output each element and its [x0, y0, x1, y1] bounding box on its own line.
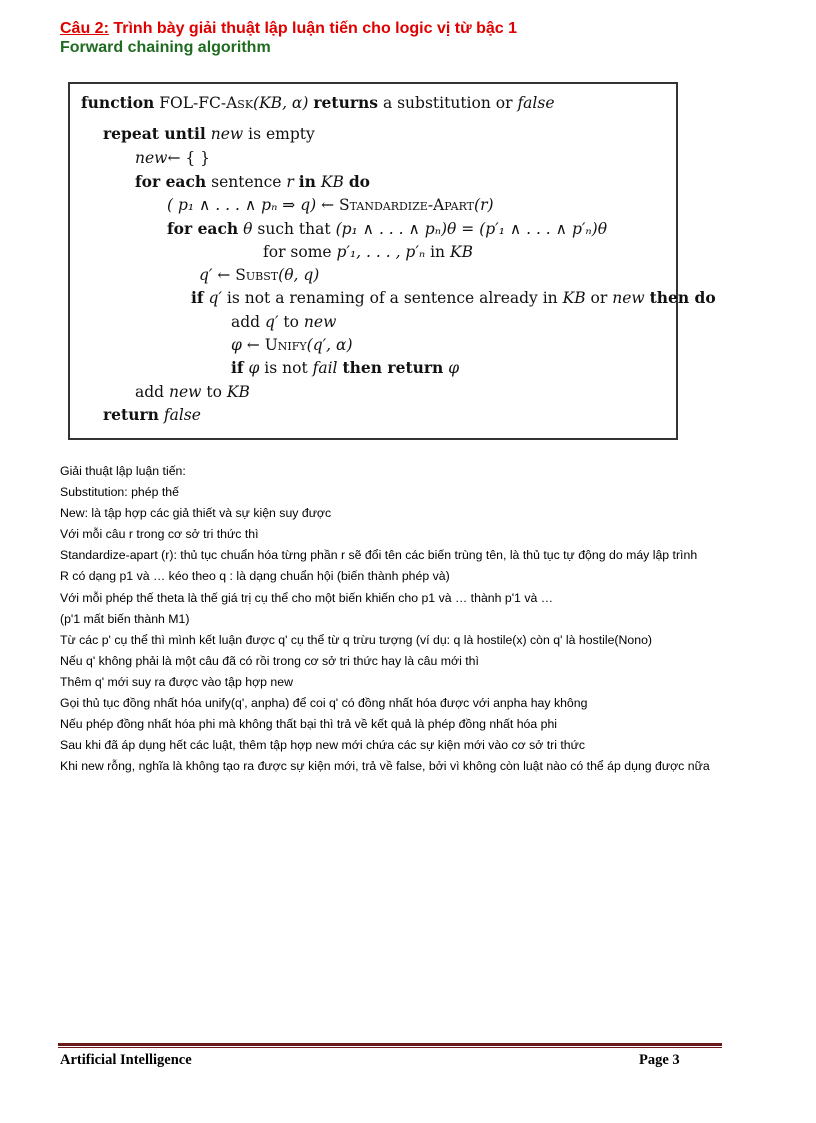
algo-line-1: function FOL-FC-Ask(KB, α) returns a substitution or false — [81, 93, 555, 112]
note-paragraph: Standardize-apart (r): thủ tục chuẩn hóa từng phần r sẽ đổi tên các biến trùng tên, là thủ tục tự động do máy lập trình — [60, 548, 698, 563]
footer-divider-thin — [58, 1047, 722, 1048]
note-paragraph: Từ các p' cụ thể thì mình kết luận được q' cụ thể từ q trừu tượng (ví dụ: q là hostile(x) còn q' là hostile(Nono) — [60, 632, 652, 647]
algo-line-14: return false — [103, 405, 201, 424]
footer-course-title: Artificial Intelligence — [60, 1052, 192, 1068]
algo-line-8: q′ ← Subst(θ, q) — [199, 266, 320, 284]
note-paragraph: Gọi thủ tục đồng nhất hóa unify(q', anpha) để coi q' có đồng nhất hóa được với anpha hay không — [60, 696, 588, 711]
note-paragraph: (p'1 mất biến thành M1) — [60, 611, 190, 626]
question-number: Câu 2: — [60, 20, 109, 37]
algo-line-7: for some p′₁, . . . , p′ₙ in KB — [263, 243, 473, 261]
note-paragraph: New: là tập hợp các giả thiết và sự kiện suy được — [60, 506, 332, 521]
note-paragraph: Khi new rỗng, nghĩa là không tạo ra được sự kiện mới, trả về false, bởi vì không còn luật nào có thể áp dụng được nữa — [60, 759, 710, 774]
note-paragraph: Với mỗi phép thế theta là thế giá trị cụ thể cho một biến khiến cho p1 và … thành p'1 và … — [60, 590, 554, 605]
algo-line-6: for each θ such that (p₁ ∧ . . . ∧ pₙ)θ = (p′₁ ∧ . . . ∧ p′ₙ)θ — [167, 219, 608, 238]
footer-divider — [58, 1043, 722, 1046]
notes-section — [60, 464, 710, 780]
note-paragraph: Nếu q' không phải là một câu đã có rồi trong cơ sở tri thức hay là câu mới thì — [60, 653, 479, 668]
question-heading — [60, 20, 517, 38]
footer-page-number: Page 3 — [639, 1052, 680, 1068]
algorithm-box — [68, 82, 716, 440]
algo-line-3: new← { } — [135, 149, 211, 167]
note-paragraph: Thêm q' mới suy ra được vào tập hợp new — [60, 674, 293, 689]
note-paragraph: Sau khi đã áp dụng hết các luật, thêm tập hợp new mới chứa các sự kiện mới vào cơ sở tri thức — [60, 738, 586, 753]
question-text: Trình bày giải thuật lập luận tiến cho logic vị từ bậc 1 — [113, 20, 518, 37]
section-subtitle: Forward chaining algorithm — [60, 39, 271, 56]
note-paragraph: Giải thuật lập luận tiến: — [60, 464, 186, 478]
note-paragraph: R có dạng p1 và … kéo theo q : là dạng chuẩn hội (biến thành phép và) — [60, 569, 450, 584]
algo-line-9: if q′ is not a renaming of a sentence already in KB or new then do — [191, 288, 716, 307]
note-paragraph: Substitution: phép thế — [60, 485, 179, 500]
note-paragraph: Với mỗi câu r trong cơ sở tri thức thì — [60, 527, 259, 542]
note-paragraph: Nếu phép đồng nhất hóa phi mà không thất bại thì trả về kết quả là phép đồng nhất hóa phi — [60, 717, 558, 732]
algo-line-11: φ ← Unify(q′, α) — [231, 336, 353, 354]
algo-line-12: if φ is not fail then return φ — [231, 358, 460, 377]
algo-line-2: repeat until new is empty — [103, 124, 315, 143]
algo-line-13: add new to KB — [135, 383, 250, 401]
algo-line-10: add q′ to new — [231, 313, 337, 331]
algo-line-4: for each sentence r in KB do — [135, 172, 370, 191]
algo-line-5: ( p₁ ∧ . . . ∧ pₙ ⇒ q) ← Standardize-Apart(r) — [167, 196, 494, 214]
